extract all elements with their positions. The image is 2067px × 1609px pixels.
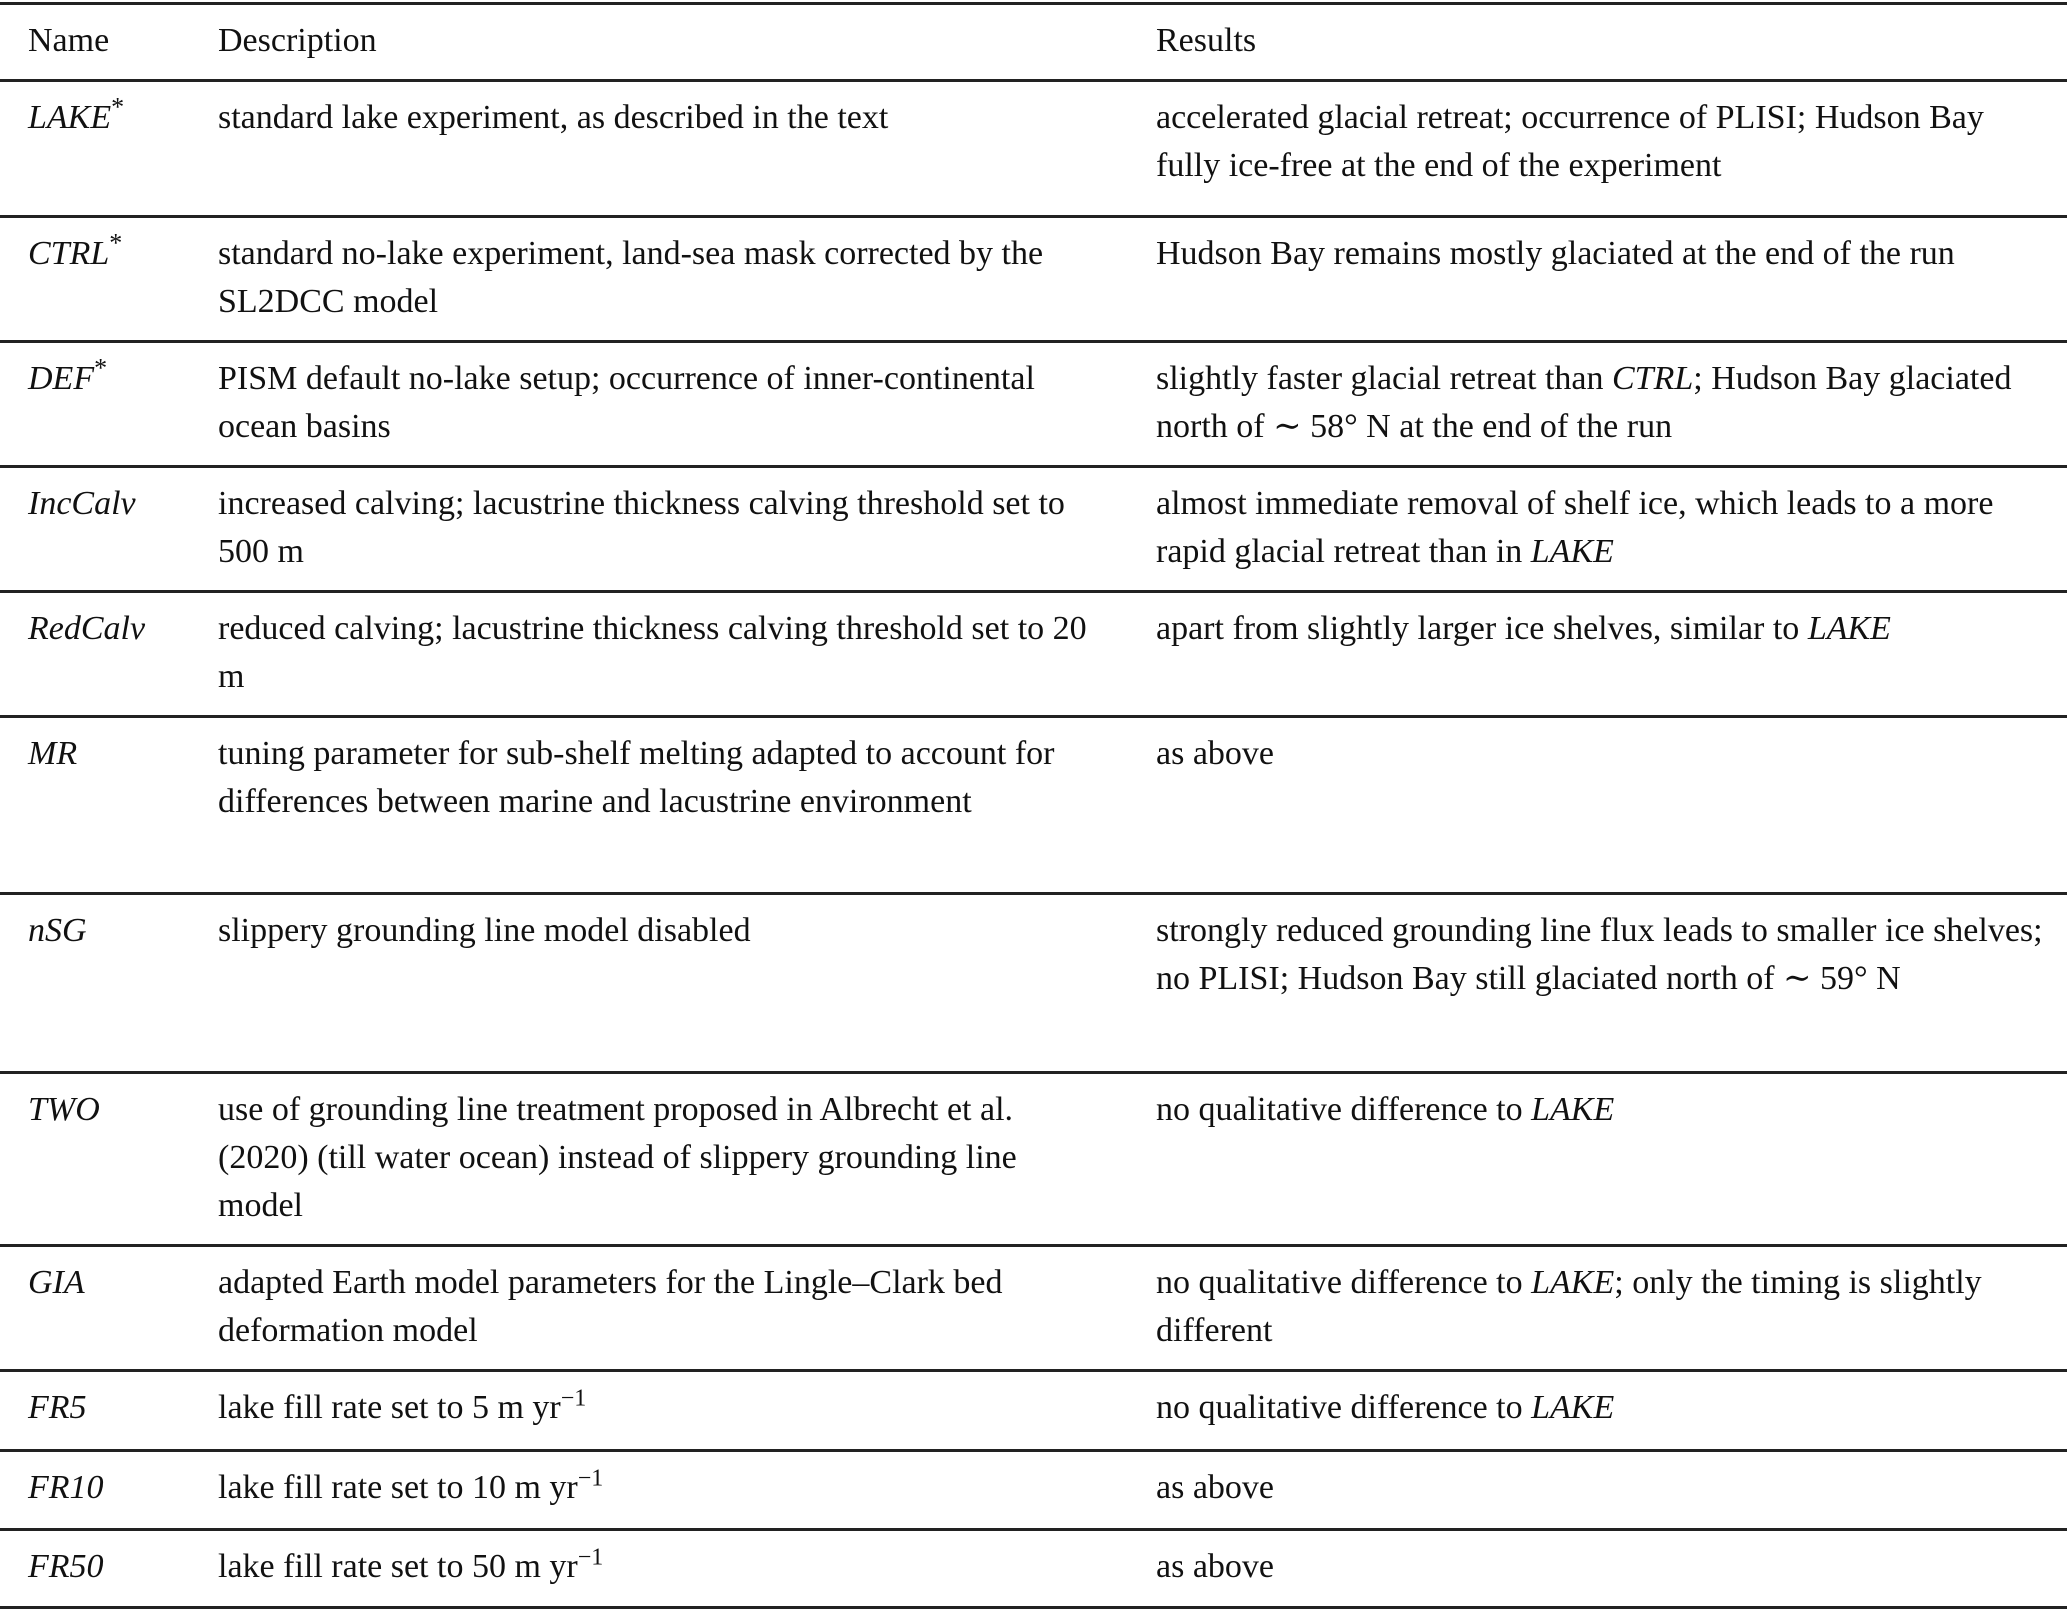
description-cell xyxy=(218,1451,1156,1530)
results-text: apart from slightly larger ice shelves, similar to xyxy=(1156,610,1808,647)
description-text: lake fill rate set to 10 m yr xyxy=(218,1469,578,1506)
table-row xyxy=(0,1451,2067,1530)
results-text: ; Hudson Bay glaciated north of ∼ 58° N at the end of the run xyxy=(1156,360,2012,445)
results-text: slightly faster glacial retreat than xyxy=(1156,360,1612,397)
unit-exponent: −1 xyxy=(577,1544,604,1571)
description-cell: reduced calving; lacustrine thickness calving threshold set to 20 m xyxy=(218,610,1087,695)
experiment-reference: LAKE xyxy=(1531,1091,1615,1128)
experiment-name: CTRL xyxy=(28,235,110,272)
table-row xyxy=(0,1246,2067,1371)
results-text: no qualitative difference to xyxy=(1156,1091,1532,1128)
experiment-name-cell xyxy=(0,217,218,342)
results-text: no qualitative difference to xyxy=(1156,1389,1532,1426)
description-cell: increased calving; lacustrine thickness calving threshold set to 500 m xyxy=(218,485,1065,570)
description-cell: use of grounding line treatment proposed in Albrecht et al. (2020) (till water ocean) instead of slippery grounding line model xyxy=(218,1091,1017,1224)
results-cell: strongly reduced grounding line flux leads to smaller ice shelves; no PLISI; Hudson Bay still glaciated north of ∼ 59° N xyxy=(1156,912,2043,997)
experiment-reference: LAKE xyxy=(1807,610,1891,647)
experiment-name-cell xyxy=(0,592,218,717)
experiment-reference: LAKE xyxy=(1531,1389,1615,1426)
results-cell: as above xyxy=(1156,1469,1275,1506)
results-cell xyxy=(1156,467,2067,592)
experiment-name: FR5 xyxy=(28,1389,87,1426)
experiment-name-cell xyxy=(0,894,218,1073)
header-results: Results xyxy=(1156,22,1257,59)
table-row xyxy=(0,1530,2067,1608)
experiment-name-cell xyxy=(0,1246,218,1371)
table-row xyxy=(0,1073,2067,1246)
results-cell xyxy=(1156,592,2067,717)
description-text: lake fill rate set to 5 m yr xyxy=(218,1389,561,1426)
standard-marker: * xyxy=(94,353,108,383)
experiment-name: RedCalv xyxy=(28,610,146,647)
experiment-reference: CTRL xyxy=(1611,360,1694,397)
experiment-name-cell xyxy=(0,1530,218,1608)
unit-exponent: −1 xyxy=(577,1465,604,1492)
results-text: no qualitative difference to xyxy=(1156,1264,1532,1301)
experiments-table xyxy=(0,2,2067,1609)
results-cell xyxy=(1156,342,2067,467)
header-name: Name xyxy=(28,22,110,59)
experiment-name-cell xyxy=(0,1371,218,1451)
experiment-name: MR xyxy=(28,735,78,772)
experiment-name-cell xyxy=(0,342,218,467)
experiment-name: TWO xyxy=(28,1091,100,1128)
experiment-name: DEF xyxy=(28,360,95,397)
results-cell xyxy=(1156,1246,2067,1371)
table-row xyxy=(0,717,2067,894)
results-cell: Hudson Bay remains mostly glaciated at the end of the run xyxy=(1156,235,1955,272)
standard-marker: * xyxy=(111,92,125,122)
table-row xyxy=(0,217,2067,342)
experiment-name-cell xyxy=(0,1073,218,1246)
experiment-name-cell xyxy=(0,467,218,592)
results-cell: accelerated glacial retreat; occurrence of PLISI; Hudson Bay fully ice-free at the end of the experiment xyxy=(1156,99,1984,184)
results-text: ; only the timing is slightly different xyxy=(1156,1264,1982,1349)
results-cell: as above xyxy=(1156,1548,1275,1585)
description-cell: slippery grounding line model disabled xyxy=(218,912,751,949)
experiment-name-cell xyxy=(0,717,218,894)
experiment-reference: LAKE xyxy=(1530,533,1614,570)
results-cell xyxy=(1156,1371,2067,1451)
experiment-name-cell xyxy=(0,81,218,217)
experiment-name: FR50 xyxy=(28,1548,104,1585)
description-cell xyxy=(218,1530,1156,1608)
experiment-reference: LAKE xyxy=(1531,1264,1615,1301)
table-row xyxy=(0,81,2067,217)
results-cell xyxy=(1156,1073,2067,1246)
standard-marker: * xyxy=(109,228,123,258)
description-cell: PISM default no-lake setup; occurrence of inner-continental ocean basins xyxy=(218,360,1035,445)
results-cell: as above xyxy=(1156,735,1275,772)
experiment-name: GIA xyxy=(28,1264,85,1301)
experiment-name: IncCalv xyxy=(28,485,136,522)
experiment-name: FR10 xyxy=(28,1469,104,1506)
experiment-name: nSG xyxy=(28,912,87,949)
description-cell: adapted Earth model parameters for the Lingle–Clark bed deformation model xyxy=(218,1264,1003,1349)
description-text: lake fill rate set to 50 m yr xyxy=(218,1548,578,1585)
experiment-name-cell xyxy=(0,1451,218,1530)
description-cell: standard no-lake experiment, land-sea mask corrected by the SL2DCC model xyxy=(218,235,1044,320)
results-text: almost immediate removal of shelf ice, which leads to a more rapid glacial retreat than in xyxy=(1156,485,1994,570)
table-row xyxy=(0,467,2067,592)
description-cell: standard lake experiment, as described in the text xyxy=(218,99,889,136)
unit-exponent: −1 xyxy=(560,1385,587,1412)
table-row xyxy=(0,894,2067,1073)
description-cell: tuning parameter for sub-shelf melting adapted to account for differences between marine and lacustrine environment xyxy=(218,735,1055,820)
description-cell xyxy=(218,1371,1156,1451)
table-row xyxy=(0,342,2067,467)
table-row xyxy=(0,1371,2067,1451)
experiment-name: LAKE xyxy=(28,99,112,136)
header-description: Description xyxy=(218,22,377,59)
table-header-row xyxy=(0,4,2067,81)
table-row xyxy=(0,592,2067,717)
